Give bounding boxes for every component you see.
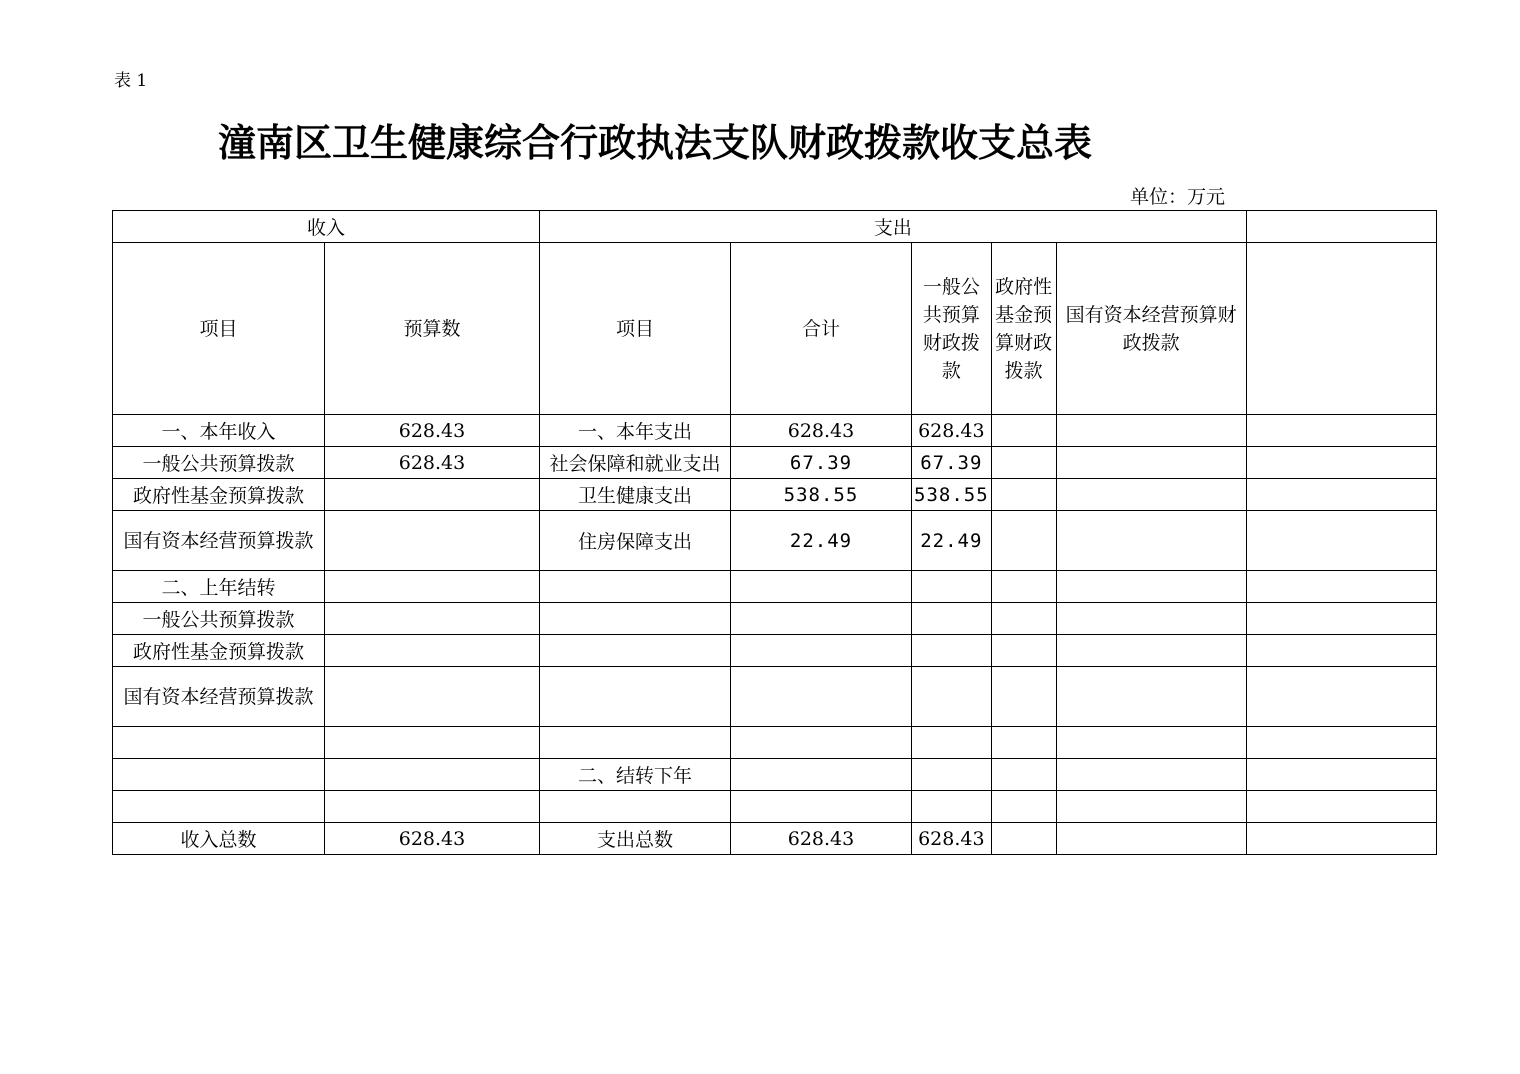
gov-fund-cell (991, 447, 1056, 479)
expense-item-cell: 住房保障支出 (540, 511, 731, 571)
gov-fund-cell (991, 479, 1056, 511)
table-number: 表 1 (114, 71, 148, 91)
empty-cell (1246, 823, 1436, 855)
income-budget-cell: 628.43 (325, 447, 540, 479)
income-item-cell: 政府性基金预算拨款 (113, 635, 325, 667)
total-cell (731, 603, 912, 635)
col-header-income-item: 项目 (113, 243, 325, 415)
total-cell (731, 727, 912, 759)
gov-fund-cell (991, 511, 1056, 571)
budget-table (112, 210, 1437, 855)
income-item-cell (113, 511, 325, 571)
income-item-cell (113, 791, 325, 823)
expense-item-cell (540, 635, 731, 667)
empty-cell (1246, 667, 1436, 727)
gov-fund-cell (991, 791, 1056, 823)
gov-fund-cell (991, 415, 1056, 447)
expense-item-cell (540, 603, 731, 635)
expense-item-cell: 社会保障和就业支出 (540, 447, 731, 479)
expense-item-cell (540, 667, 731, 727)
empty-cell (1246, 447, 1436, 479)
state-capital-cell (1056, 479, 1246, 511)
col-header-state-capital: 国有资本经营预算财政拨款 (1056, 243, 1246, 415)
total-cell (731, 667, 912, 727)
general-budget-cell (912, 791, 992, 823)
income-budget-cell (325, 603, 540, 635)
col-header-income-budget: 预算数 (325, 243, 540, 415)
total-cell (731, 791, 912, 823)
gov-fund-cell (991, 667, 1056, 727)
col-header-total: 合计 (731, 243, 912, 415)
empty-cell (1246, 759, 1436, 791)
expense-header: 支出 (540, 211, 1247, 243)
total-cell (731, 571, 912, 603)
general-budget-total-value: 628.43 (912, 823, 992, 855)
general-budget-cell: 22.49 (912, 511, 992, 571)
expense-item-cell: 卫生健康支出 (540, 479, 731, 511)
general-budget-cell (912, 667, 992, 727)
empty-cell (1246, 603, 1436, 635)
income-item-cell: 一般公共预算拨款 (113, 447, 325, 479)
income-item-cell: 一、本年收入 (113, 415, 325, 447)
col-header-gov-fund: 政府性基金预算财政拨款 (991, 243, 1056, 415)
income-budget-cell (325, 667, 540, 727)
general-budget-cell (912, 759, 992, 791)
gov-fund-cell (991, 759, 1056, 791)
state-capital-cell (1056, 447, 1246, 479)
table-row (113, 447, 1437, 479)
table-row (113, 667, 1437, 727)
total-cell: 67.39 (731, 447, 912, 479)
empty-cell (1246, 727, 1436, 759)
general-budget-cell (912, 603, 992, 635)
empty-header-cell (1246, 211, 1436, 243)
general-budget-cell: 538.55 (912, 479, 992, 511)
income-budget-cell (325, 571, 540, 603)
income-budget-cell: 628.43 (325, 415, 540, 447)
table-row (113, 603, 1437, 635)
empty-cell (1246, 571, 1436, 603)
col-header-expense-item: 项目 (540, 243, 731, 415)
income-item-text: 国有资本经营预算拨款 (123, 685, 314, 708)
total-cell (731, 635, 912, 667)
state-capital-cell (1056, 727, 1246, 759)
general-budget-cell (912, 727, 992, 759)
general-budget-cell (912, 635, 992, 667)
table-row (113, 635, 1437, 667)
gov-fund-cell (991, 727, 1056, 759)
general-budget-cell: 628.43 (912, 415, 992, 447)
state-capital-cell (1056, 635, 1246, 667)
empty-cell (1246, 415, 1436, 447)
state-capital-cell (1056, 603, 1246, 635)
income-budget-cell (325, 727, 540, 759)
income-header: 收入 (113, 211, 540, 243)
table-row (113, 759, 1437, 791)
income-item-cell: 一般公共预算拨款 (113, 603, 325, 635)
empty-header-cell (1246, 243, 1436, 415)
income-item-cell (113, 759, 325, 791)
table-row (113, 511, 1437, 571)
table-row (113, 571, 1437, 603)
general-budget-cell (912, 571, 992, 603)
document-title: 潼南区卫生健康综合行政执法支队财政拨款收支总表 (218, 121, 1093, 165)
table-row (113, 791, 1437, 823)
total-cell: 538.55 (731, 479, 912, 511)
income-budget-cell (325, 759, 540, 791)
income-item-text: 国有资本经营预算拨款 (123, 529, 314, 552)
income-total-label: 收入总数 (113, 823, 325, 855)
income-budget-cell (325, 791, 540, 823)
table-row (113, 727, 1437, 759)
gov-fund-cell (991, 635, 1056, 667)
income-item-cell: 二、上年结转 (113, 571, 325, 603)
income-budget-cell (325, 511, 540, 571)
gov-fund-cell (991, 823, 1056, 855)
state-capital-cell (1056, 759, 1246, 791)
table-row (113, 415, 1437, 447)
empty-cell (1246, 511, 1436, 571)
table-header-row-columns (113, 243, 1437, 415)
table-header-row-group (113, 211, 1437, 243)
empty-cell (1246, 791, 1436, 823)
state-capital-cell (1056, 571, 1246, 603)
expense-item-cell: 一、本年支出 (540, 415, 731, 447)
state-capital-cell (1056, 511, 1246, 571)
expense-item-cell (540, 791, 731, 823)
income-item-cell: 政府性基金预算拨款 (113, 479, 325, 511)
empty-cell (1246, 479, 1436, 511)
expense-total-value: 628.43 (731, 823, 912, 855)
gov-fund-cell (991, 603, 1056, 635)
income-budget-cell (325, 635, 540, 667)
general-budget-cell: 67.39 (912, 447, 992, 479)
totals-row (113, 823, 1437, 855)
empty-cell (1246, 635, 1436, 667)
state-capital-cell (1056, 791, 1246, 823)
expense-item-cell: 二、结转下年 (540, 759, 731, 791)
income-total-value: 628.43 (325, 823, 540, 855)
state-capital-cell (1056, 667, 1246, 727)
income-item-cell (113, 727, 325, 759)
col-header-general-budget: 一般公共预算财政拨款 (912, 243, 992, 415)
income-budget-cell (325, 479, 540, 511)
total-cell (731, 759, 912, 791)
expense-item-cell (540, 571, 731, 603)
total-cell: 628.43 (731, 415, 912, 447)
unit-label: 单位：万元 (1130, 186, 1226, 208)
table-row (113, 479, 1437, 511)
gov-fund-cell (991, 571, 1056, 603)
expense-total-label: 支出总数 (540, 823, 731, 855)
total-cell: 22.49 (731, 511, 912, 571)
expense-item-cell (540, 727, 731, 759)
state-capital-cell (1056, 823, 1246, 855)
state-capital-cell (1056, 415, 1246, 447)
income-item-cell (113, 667, 325, 727)
